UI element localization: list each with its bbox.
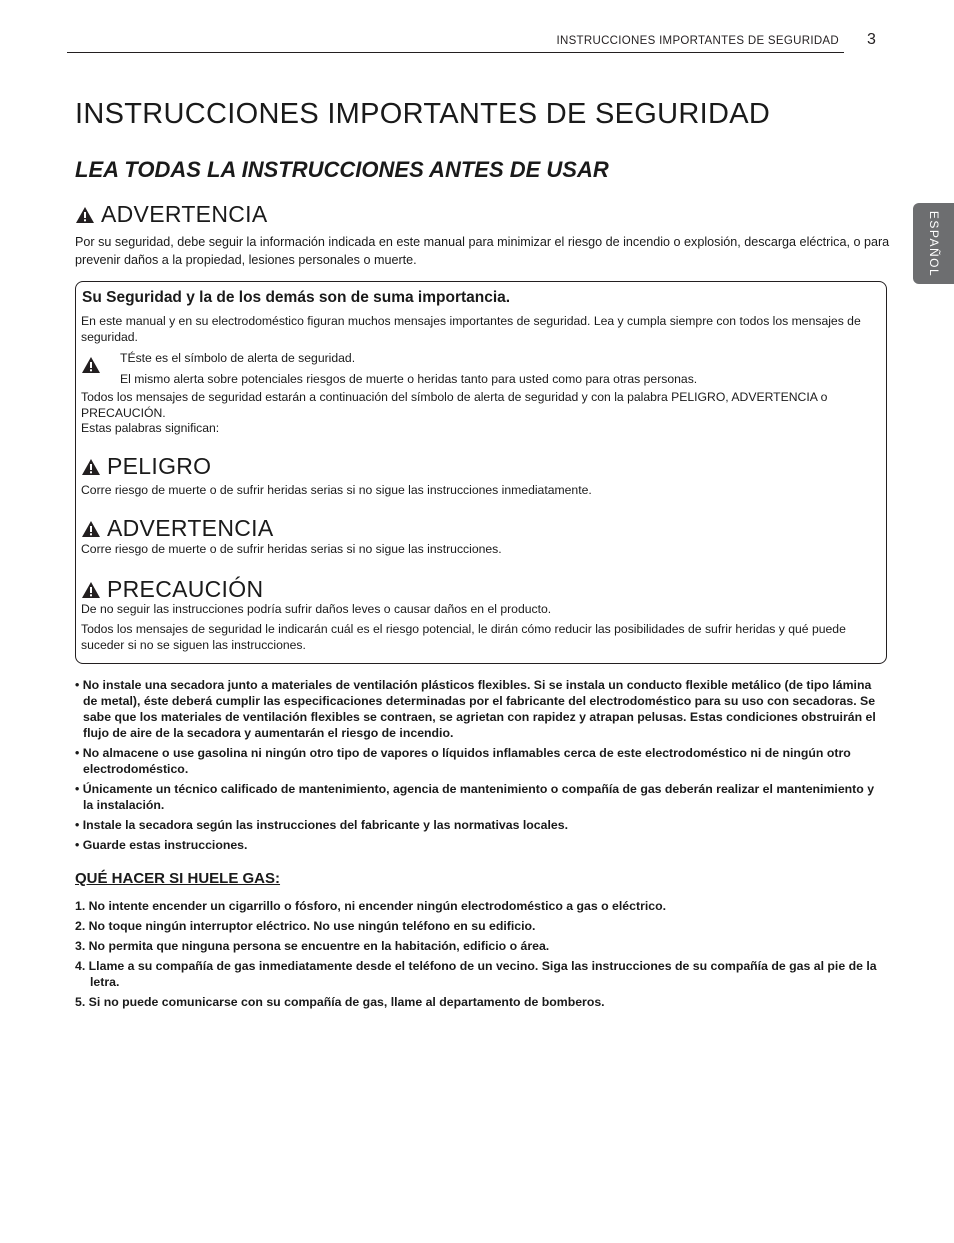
warning-triangle-icon xyxy=(75,206,95,224)
list-item: • Instale la secadora según las instrucciones del fabricante y las normativas locales. xyxy=(75,817,887,833)
list-item: • No almacene o use gasolina ni ningún otro tipo de vapores o líquidos inflamables cerca de este electrodoméstico ni de ningún otro electrodoméstico. xyxy=(75,745,887,777)
list-item: 4. Llame a su compañía de gas inmediatamente desde el teléfono de un vecino. Siga las instrucciones de su compañía de gas al pie de la letra. xyxy=(75,959,877,989)
page-subtitle: LEA TODAS LA INSTRUCCIONES ANTES DE USAR xyxy=(75,157,609,182)
danger-heading-label: PELIGRO xyxy=(107,453,212,479)
box-follow-text: Todos los mensajes de seguridad estarán a continuación del símbolo de alerta de seguridad y con la palabra PELIGRO, ADVERTENCIA o PRECAUCIÓN. xyxy=(81,390,828,420)
warning-triangle-icon xyxy=(81,520,101,538)
list-item: • Guarde estas instrucciones. xyxy=(75,837,887,853)
safety-alert-symbol-icon xyxy=(81,356,101,374)
warning-triangle-icon xyxy=(81,458,101,476)
list-item: • No instale una secadora junto a materiales de ventilación plásticos flexibles. Si se instala un conducto flexible metálico (de tipo lámina de metal), éste deberá cumplir las especificaciones determinadas por el fabricante del electrodoméstico para su uso con secadoras. Se sabe que los materiales de ventilación flexibles se contraen, se agrietan con rapidez y atrapan pelusas. Estas condiciones obstruirán el flujo de aire de la secadora y aumentarán el riesgo de incendio. xyxy=(75,677,887,741)
list-item: 2. No toque ningún interruptor eléctrico. No use ningún teléfono en su edificio. xyxy=(75,919,536,933)
warning-text: Por su seguridad, debe seguir la información indicada en este manual para minimizar el riesgo de incendio o explosión, descarga eléctrica, o para prevenir daños a la propiedad, lesiones personales o muerte. xyxy=(75,235,890,267)
list-item: • Únicamente un técnico calificado de mantenimiento, agencia de mantenimiento o compañía de gas deberán realizar el mantenimiento y la instalación. xyxy=(75,781,887,813)
language-tab xyxy=(913,203,954,284)
caution-text: De no seguir las instrucciones podría sufrir daños leves o causar daños en el producto. xyxy=(81,602,552,616)
list-item: 1. No intente encender un cigarrillo o fósforo, ni encender ningún electrodoméstico a gas o eléctrico. xyxy=(75,899,667,913)
warning-triangle-icon xyxy=(81,581,101,599)
gas-section-title: QUÉ HACER SI HUELE GAS: xyxy=(75,870,281,887)
box-closing-text: Todos los mensajes de seguridad le indicarán cuál es el riesgo potencial, le dirán cómo reducir las posibilidades de sufrir heridas y qué puede suceder si no se siguen las instrucciones. xyxy=(81,622,846,652)
box-warning-heading-label: ADVERTENCIA xyxy=(107,515,274,541)
safety-bullet-list xyxy=(75,677,887,857)
caution-heading-label: PRECAUCIÓN xyxy=(107,576,264,602)
page-number: 3 xyxy=(867,31,876,48)
caution-heading xyxy=(81,576,263,603)
symbol-line-2: El mismo alerta sobre potenciales riesgos de muerte o heridas tanto para usted como para otras personas. xyxy=(120,372,698,386)
warning-heading xyxy=(75,201,267,228)
page-title: INSTRUCCIONES IMPORTANTES DE SEGURIDAD xyxy=(75,98,771,130)
symbol-line-1: TÉste es el símbolo de alerta de seguridad. xyxy=(120,351,356,365)
header-divider xyxy=(67,52,844,53)
gas-steps-list xyxy=(75,898,887,1014)
warning-heading-label: ADVERTENCIA xyxy=(101,201,268,227)
box-title: Su Seguridad y la de los demás son de suma importancia. xyxy=(82,289,511,306)
list-item: 3. No permita que ninguna persona se encuentre en la habitación, edificio o área. xyxy=(75,939,550,953)
danger-text: Corre riesgo de muerte o de sufrir heridas serias si no sigue las instrucciones inmediatamente. xyxy=(81,483,592,497)
running-header: INSTRUCCIONES IMPORTANTES DE SEGURIDAD xyxy=(556,35,839,47)
box-intro: En este manual y en su electrodoméstico figuran muchos mensajes importantes de seguridad. Lea y cumpla siempre con todos los mensajes de seguridad. xyxy=(81,314,861,344)
language-tab-label: ESPAÑOL xyxy=(926,210,941,277)
danger-heading xyxy=(81,453,211,480)
list-item: 5. Si no puede comunicarse con su compañía de gas, llame al departamento de bomberos. xyxy=(75,995,605,1009)
box-warning-heading xyxy=(81,515,273,542)
box-meaning-text: Estas palabras significan: xyxy=(81,421,220,435)
box-warning-text: Corre riesgo de muerte o de sufrir heridas serias si no sigue las instrucciones. xyxy=(81,542,502,556)
